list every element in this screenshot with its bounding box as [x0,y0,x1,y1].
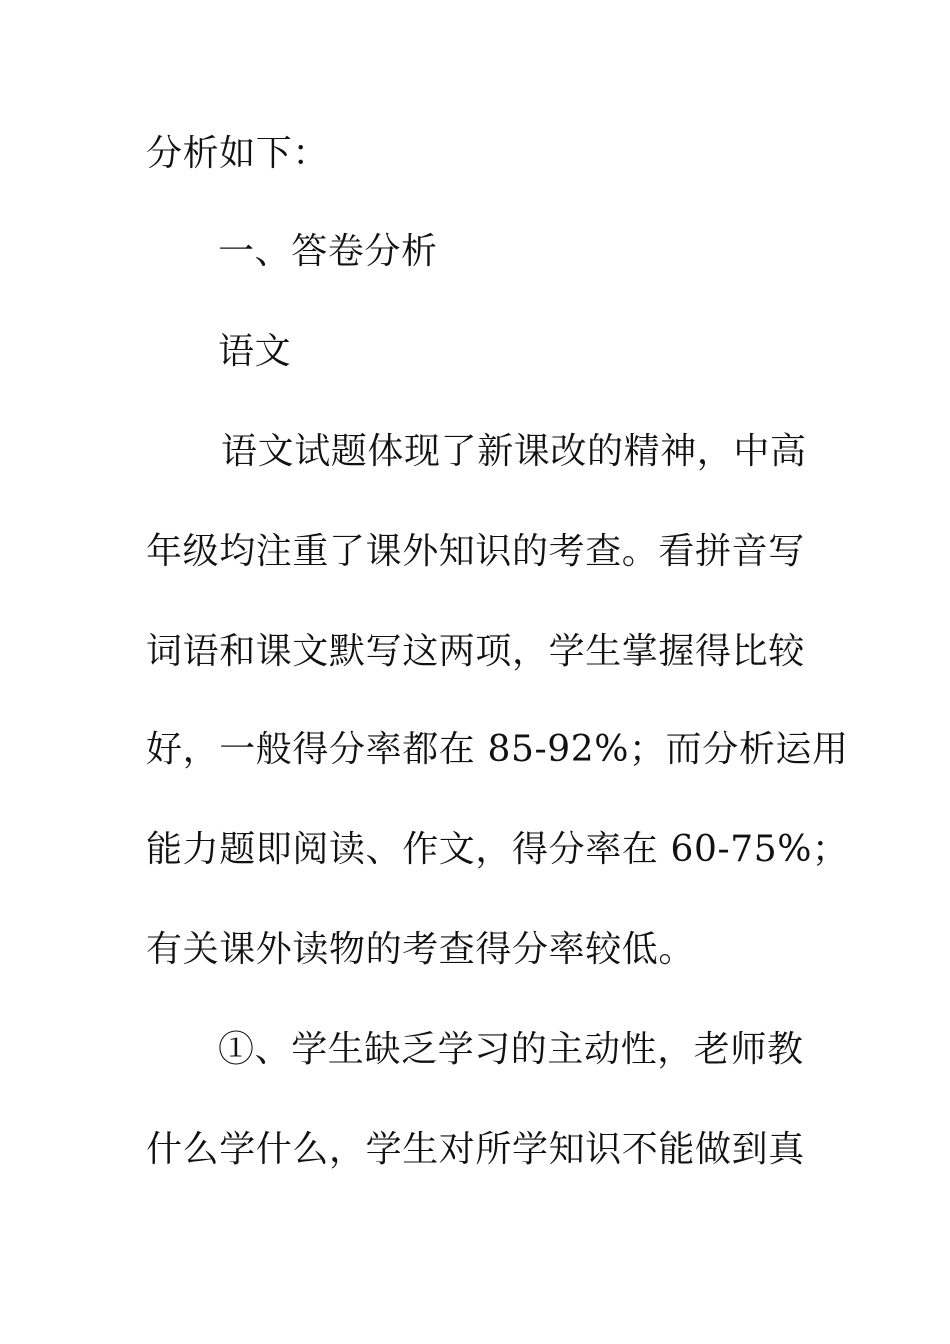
paragraph-line: ①、学生缺乏学习的主动性，老师教 [218,1029,804,1070]
paragraph-line: 什么学什么，学生对所学知识不能做到真 [146,1129,805,1170]
subject-heading: 语文 [218,331,292,372]
intro-line: 分析如下： [146,133,330,174]
paragraph-line: 有关课外读物的考查得分率较低。 [146,929,696,970]
paragraph-line: 好，一般得分率都在 85-92%；而分析运用 [146,729,849,770]
section-heading: 一、答卷分析 [218,231,438,272]
paragraph-line: 词语和课文默写这两项，学生掌握得比较 [146,631,805,672]
paragraph-line: 能力题即阅读、作文，得分率在 60-75%； [146,829,849,870]
paragraph-line: 年级均注重了课外知识的考查。看拼音写 [146,531,805,572]
paragraph-line: 语文试题体现了新课改的精神，中高 [221,431,807,472]
